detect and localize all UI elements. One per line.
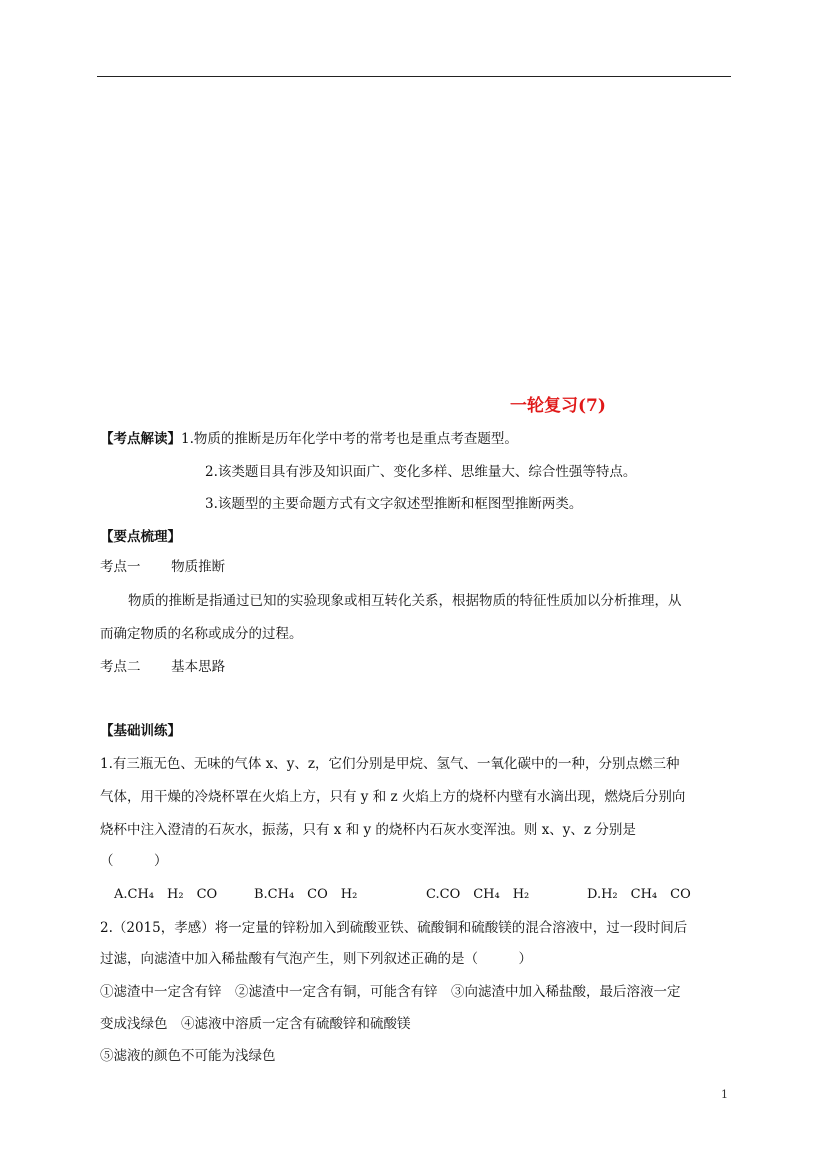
question-1-line-2: 气体，用干燥的冷烧杯罩在火焰上方，只有 y 和 z 火焰上方的烧杯内壁有水滴出现，燃烧后分别向 xyxy=(100,789,686,805)
question-1-line-1: 1.有三瓶无色、无味的气体 x、y、z，它们分别是甲烷、氢气、一氧化碳中的一种，分别点燃三种 xyxy=(100,756,680,772)
yaodian-heading: 【要点梳理】 xyxy=(100,529,181,545)
kaodian-1-text-1: 物质的推断是指通过已知的实验现象或相互转化关系，根据物质的特征性质加以分析推理，从 xyxy=(128,593,682,609)
kaodian-2-row xyxy=(100,657,225,677)
question-2-line-2: 过滤，向滤渣中加入稀盐酸有气泡产生，则下列叙述正确的是（ ） xyxy=(100,951,532,967)
question-1-option-c: C.CO CH₄ H₂ xyxy=(426,887,530,902)
question-2-line-3: ①滤渣中一定含有锌 ②滤渣中一定含有铜，可能含有锌 ③向滤渣中加入稀盐酸，最后溶液一定 xyxy=(100,984,681,1000)
kaodian-point-3: 3.该题型的主要命题方式有文字叙述型推断和框图型推断两类。 xyxy=(205,496,583,512)
kaodian-heading: 【考点解读】 xyxy=(100,431,181,447)
kaodian-1-row xyxy=(100,557,225,577)
kaodian-point-1: 1.物质的推断是历年化学中考的常考也是重点考查题型。 xyxy=(181,431,518,447)
question-2-line-5: ⑤滤液的颜色不可能为浅绿色 xyxy=(100,1048,276,1064)
question-1-option-b: B.CH₄ CO H₂ xyxy=(254,887,358,902)
kaodian-1-text-2: 而确定物质的名称或成分的过程。 xyxy=(100,626,303,642)
question-1-answer-paren: （ ） xyxy=(100,853,168,869)
document-title: 一轮复习(7) xyxy=(510,396,606,416)
header-rule xyxy=(97,76,731,77)
question-1-option-d: D.H₂ CH₄ CO xyxy=(587,887,691,902)
kaodian-2-title: 基本思路 xyxy=(171,659,226,675)
kaodian-1-title: 物质推断 xyxy=(171,559,226,575)
kaodian-block xyxy=(100,429,518,449)
kaodian-point-2: 2.该类题目具有涉及知识面广、变化多样、思维量大、综合性强等特点。 xyxy=(205,464,637,480)
question-2-line-1: 2.（2015，孝感）将一定量的锌粉加入到硫酸亚铁、硫酸铜和硫酸镁的混合溶液中，过一段时间后 xyxy=(100,920,688,936)
jichu-heading: 【基础训练】 xyxy=(100,723,181,739)
kaodian-1-label: 考点一 xyxy=(100,559,141,575)
question-1-line-3: 烧杯中注入澄清的石灰水，振荡，只有 x 和 y 的烧杯内石灰水变浑浊。则 x、y、z 分别是 xyxy=(100,822,636,838)
question-1-option-a: A.CH₄ H₂ CO xyxy=(114,887,218,902)
question-2-line-4: 变成浅绿色 ④滤液中溶质一定含有硫酸锌和硫酸镁 xyxy=(100,1016,411,1032)
page-number: 1 xyxy=(721,1088,728,1101)
kaodian-2-label: 考点二 xyxy=(100,659,141,675)
